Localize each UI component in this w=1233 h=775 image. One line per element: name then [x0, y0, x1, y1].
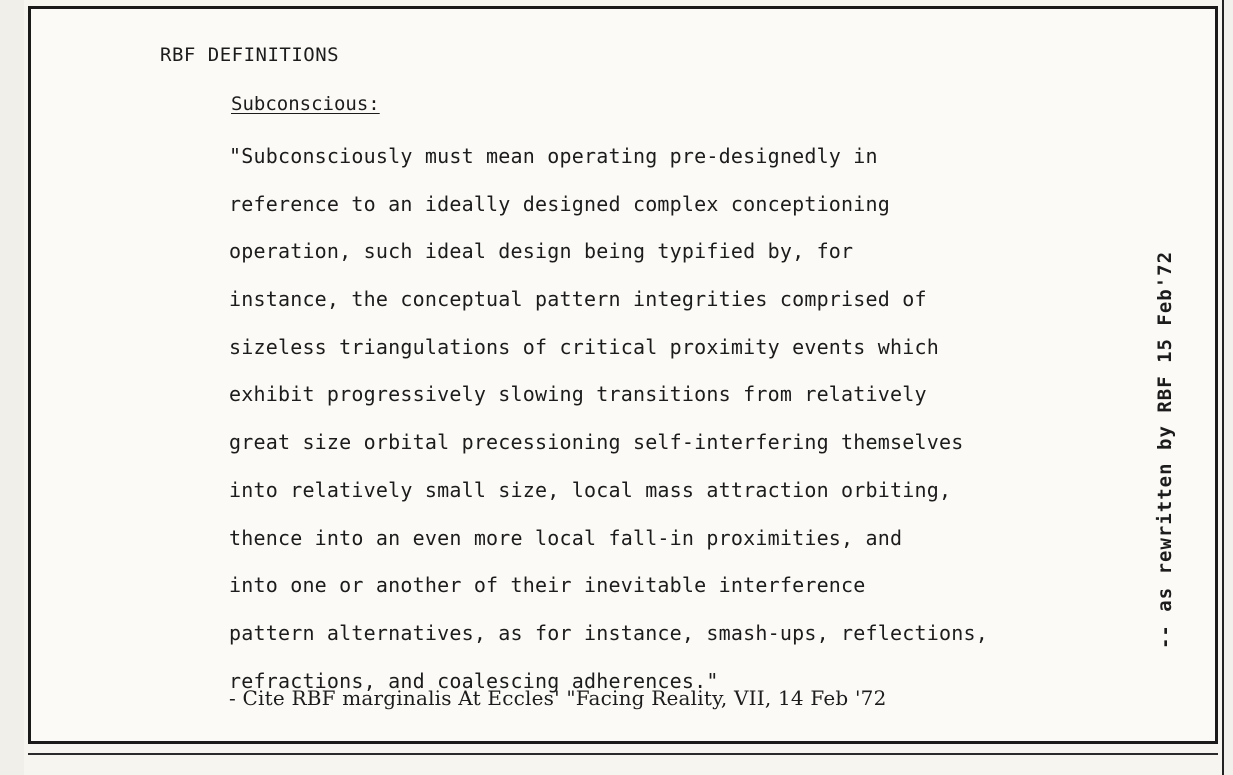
- right-card-edge: [1222, 0, 1233, 775]
- card-heading: RBF DEFINITIONS: [160, 44, 340, 66]
- body-line: operation, such ideal design being typified by, for: [229, 239, 854, 264]
- body-line: great size orbital precessioning self-interfering themselves: [229, 430, 964, 455]
- body-line: refractions, and coalescing adherences.": [229, 668, 719, 693]
- left-margin: [0, 0, 24, 775]
- card-bottom-rule: [28, 753, 1218, 755]
- citation: - Cite RBF marginalis At Eccles' "Facing Reality, VII, 14 Feb '72: [229, 686, 887, 710]
- body-line: thence into an even more local fall-in proximities, and: [229, 525, 903, 550]
- definition-term: Subconscious:: [231, 93, 380, 115]
- body-line: into one or another of their inevitable interference: [229, 573, 866, 598]
- body-line: exhibit progressively slowing transitions from relatively: [229, 382, 927, 407]
- body-line: sizeless triangulations of critical proximity events which: [229, 334, 939, 359]
- body-line: pattern alternatives, as for instance, smash-ups, reflections,: [229, 620, 988, 645]
- body-line: into relatively small size, local mass attraction orbiting,: [229, 477, 952, 502]
- definition-body: [229, 141, 988, 713]
- body-line: "Subconsciously must mean operating pre-designedly in: [229, 144, 878, 168]
- rewrite-side-note: -- as rewritten by RBF 15 Feb'72: [1154, 250, 1176, 650]
- body-line: reference to an ideally designed complex conceptioning: [229, 191, 891, 216]
- body-line: instance, the conceptual pattern integrities comprised of: [229, 287, 927, 312]
